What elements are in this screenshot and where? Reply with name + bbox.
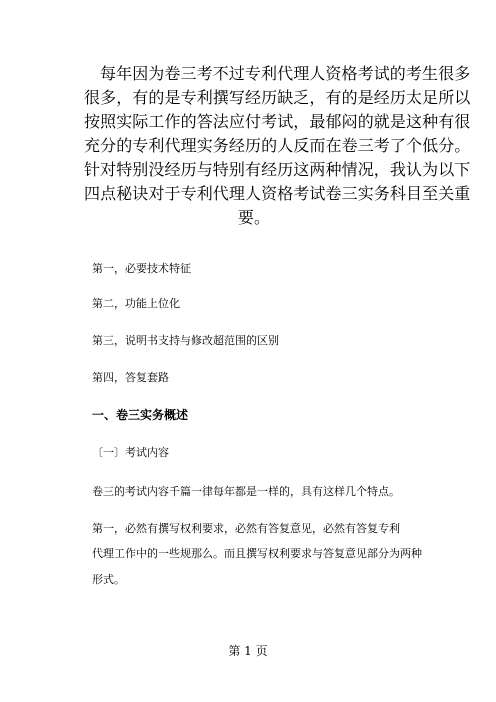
section-heading: 一、卷三实务概述 bbox=[92, 408, 189, 422]
page-number: 第 1 页 bbox=[228, 644, 268, 658]
intro-line: 针对特别没经历与特别有经历这两种情况，我认为以下 bbox=[84, 160, 471, 179]
point-item: 第三，说明书支持与修改超范围的区别 bbox=[92, 334, 279, 347]
body-paragraph: 卷三的考试内容千篇一律每年都是一样的，具有这样几个特点。 bbox=[92, 485, 400, 498]
intro-line: 要。 bbox=[237, 208, 271, 227]
point-item: 第四，答复套路 bbox=[92, 371, 169, 384]
body-paragraph-line: 形式。 bbox=[92, 573, 125, 586]
intro-line: 按照实际工作的答法应付考试，最郁闷的就是这种有很 bbox=[84, 112, 471, 131]
body-paragraph-line: 代理工作中的一些规那么。而且撰写权利要求与答复意见部分为两种 bbox=[92, 547, 422, 560]
intro-line: 每年因为卷三考不过专利代理人资格考试的考生很多 bbox=[100, 64, 471, 83]
intro-line: 充分的专利代理实务经历的人反而在卷三考了个低分。 bbox=[84, 136, 471, 155]
subsection-heading: 〔一〕考试内容 bbox=[92, 446, 169, 459]
point-item: 第一，必要技术特征 bbox=[92, 262, 191, 275]
intro-paragraph bbox=[84, 62, 471, 230]
body-paragraph-line: 第一，必然有撰写权利要求，必然有答复意见，必然有答复专利 bbox=[92, 522, 400, 535]
point-item: 第二，功能上位化 bbox=[92, 297, 180, 310]
intro-line: 四点秘诀对于专利代理人资格考试卷三实务科目至关重 bbox=[84, 184, 471, 203]
intro-line: 很多，有的是专利撰写经历缺乏，有的是经历太足所以 bbox=[84, 88, 471, 107]
